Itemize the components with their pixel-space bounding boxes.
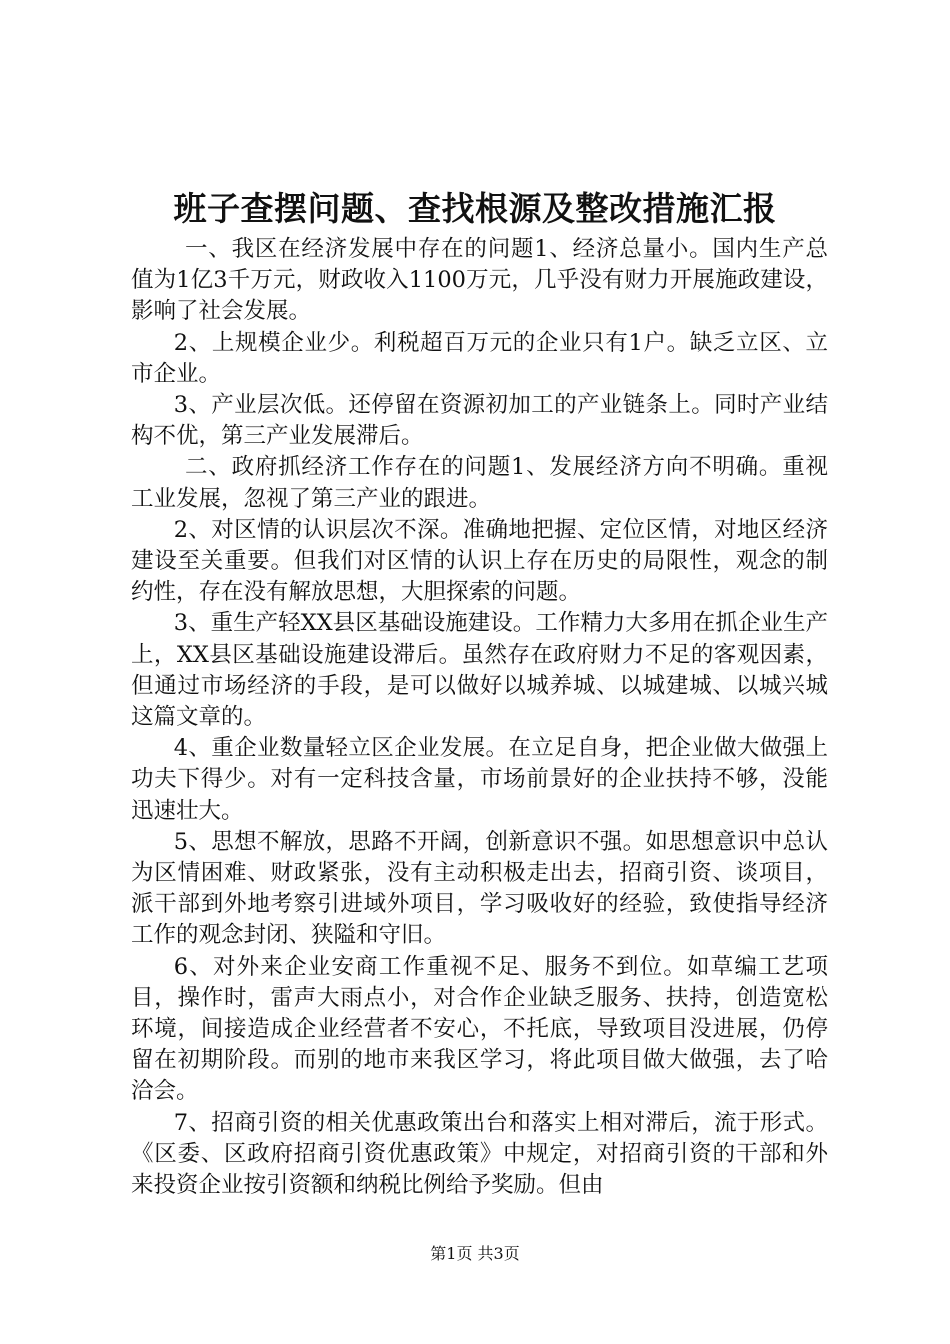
paragraph-1: 一、我区在经济发展中存在的问题1、经济总量小。国内生产总值为1亿3千万元，财政收入1100万元，几乎没有财力开展施政建设，影响了社会发展。 [131, 236, 828, 325]
paragraph-4: 二、政府抓经济工作存在的问题1、发展经济方向不明确。重视工业发展，忽视了第三产业的跟进。 [131, 454, 828, 512]
paragraph-10: 7、招商引资的相关优惠政策出台和落实上相对滞后，流于形式。《区委、区政府招商引资优惠政策》中规定，对招商引资的干部和外来投资企业按引资额和纳税比例给予奖励。但由 [131, 1109, 828, 1199]
paragraph-5: 2、对区情的认识层次不深。准确地把握、定位区情，对地区经济建设至关重要。但我们对区情的认识上存在历史的局限性，观念的制约性，存在没有解放思想，大胆探索的问题。 [131, 516, 828, 606]
paragraph-9: 6、对外来企业安商工作重视不足、服务不到位。如草编工艺项目，操作时，雷声大雨点小，对合作企业缺乏服务、扶持，创造宽松环境，间接造成企业经营者不安心，不托底，导致项目没进展，仍停留在初期阶段。而别的地市来我区学习，将此项目做大做强，去了哈洽会。 [131, 953, 828, 1105]
paragraph-7: 4、重企业数量轻立区企业发展。在立足自身，把企业做大做强上功夫下得少。对有一定科技含量，市场前景好的企业扶持不够，没能迅速壮大。 [131, 735, 828, 824]
page-footer: 第1页 共3页 [430, 1244, 520, 1263]
paragraph-6: 3、重生产轻XX县区基础设施建设。工作精力大多用在抓企业生产上，XX县区基础设施建设滞后。虽然存在政府财力不足的客观因素，但通过市场经济的手段，是可以做好以城养城、以城建城、以城兴城这篇文章的。 [131, 610, 828, 731]
paragraph-2: 2、上规模企业少。利税超百万元的企业只有1户。缺乏立区、立市企业。 [131, 329, 828, 387]
paragraph-3: 3、产业层次低。还停留在资源初加工的产业链条上。同时产业结构不优，第三产业发展滞后。 [131, 392, 828, 450]
document-body [131, 234, 828, 1201]
paragraph-8: 5、思想不解放，思路不开阔，创新意识不强。如思想意识中总认为区情困难、财政紧张，没有主动积极走出去，招商引资、谈项目，派干部到外地考察引进域外项目，学习吸收好的经验，致使指导经济工作的观念封闭、狭隘和守旧。 [131, 828, 828, 949]
document-title: 班子查摆问题、查找根源及整改措施汇报 [173, 189, 777, 228]
